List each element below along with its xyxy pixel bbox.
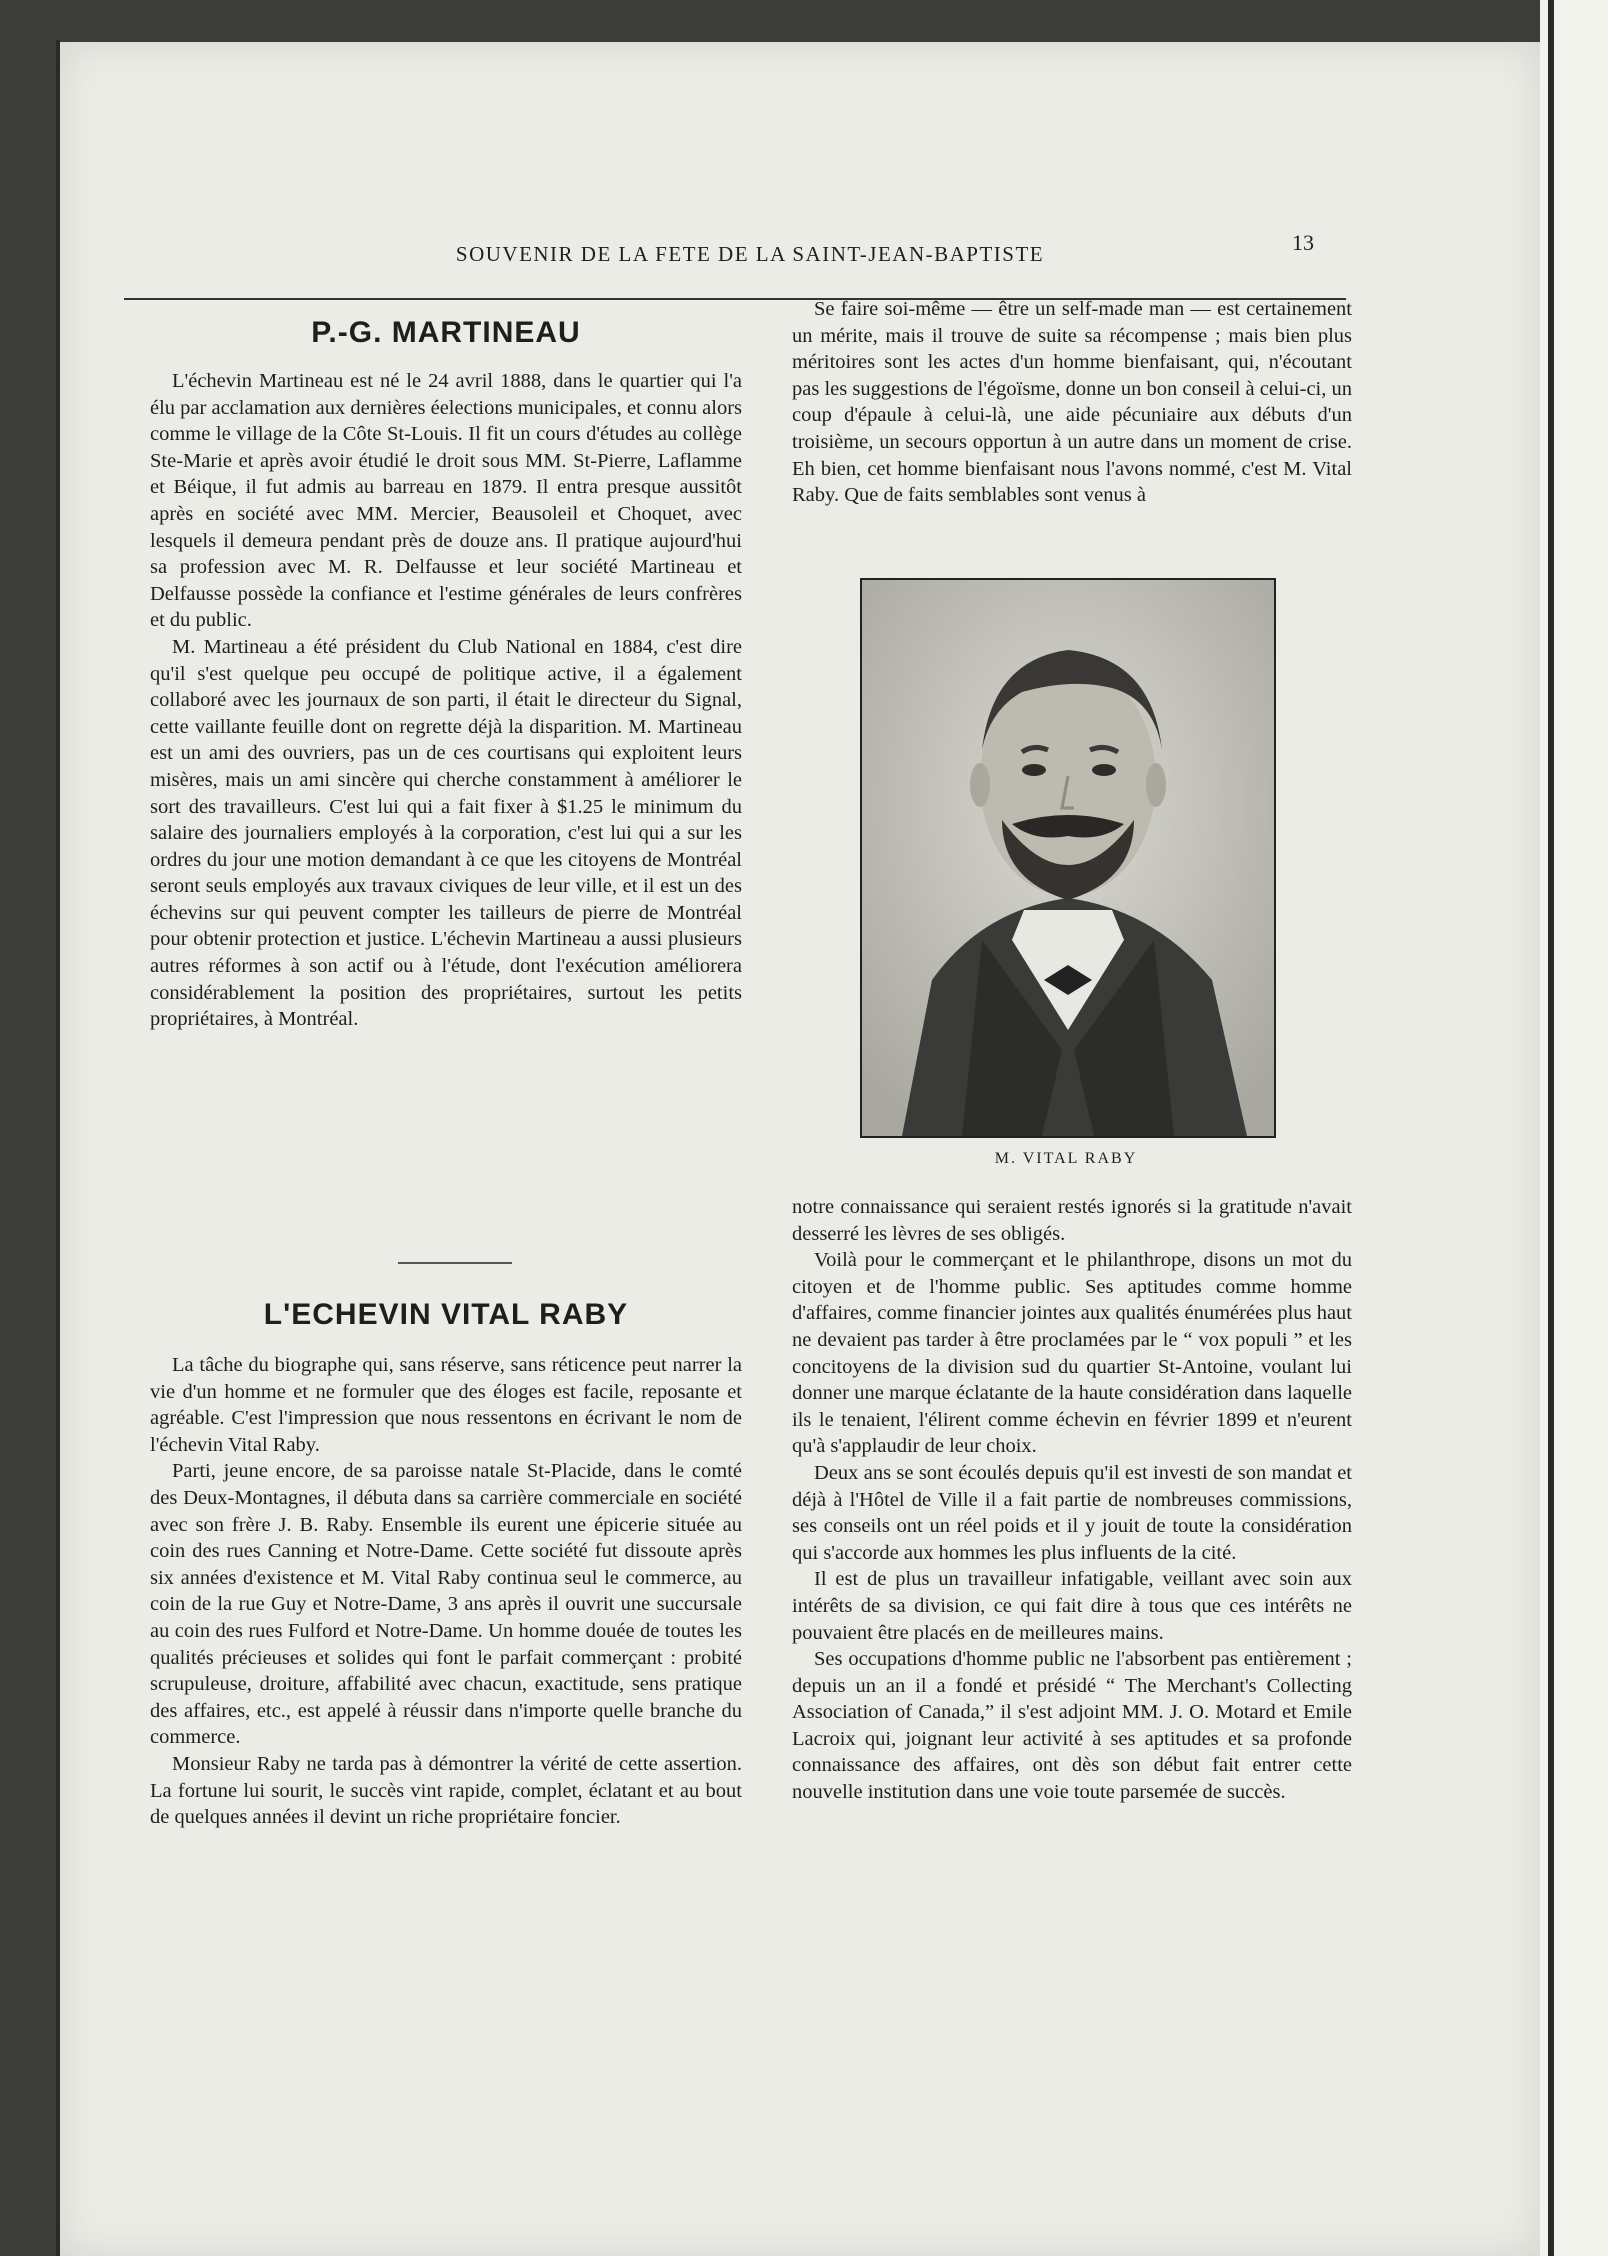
article-raby-body-right-bottom bbox=[792, 1194, 1352, 1806]
portrait-photo bbox=[860, 578, 1276, 1138]
page-number: 13 bbox=[1292, 230, 1314, 255]
paragraph: Voilà pour le commerçant et le philanthrope, disons un mot du citoyen et de l'homme public. Ses aptitudes comme homme d'affaires, comme financier jointes aux qualités énumérées plus haut ne devaient pas tarder à être proclamées par le “ vox populi ” et les concitoyens de la division sud du quartier St-Antoine, voulant lui donner une marque éclatante de la haute considération dans laquelle ils le tenaient, l'élirent comme échevin en février 1899 et n'eurent qu'à s'applaudir de leur choix. bbox=[792, 1249, 1352, 1458]
paragraph: Monsieur Raby ne tarda pas à démontrer la vérité de cette assertion. La fortune lui sourit, le succès vint rapide, complet, éclatant et au bout de quelques années il devint un riche propriétaire foncier. bbox=[150, 1752, 742, 1829]
portrait-illustration bbox=[862, 580, 1274, 1136]
article-martineau-body bbox=[150, 368, 742, 1033]
article-raby-body-left bbox=[150, 1352, 742, 1831]
paragraph: La tâche du biographe qui, sans réserve, sans réticence peut narrer la vie d'un homme et ne formuler que des éloges est facile, reposante et agréable. C'est l'impression que nous ressentons en écrivant le nom de l'échevin Vital Raby. bbox=[150, 1354, 742, 1456]
article-title-martineau: P.-G. MARTINEAU bbox=[311, 316, 581, 349]
paragraph: Il est de plus un travailleur infatigable, veillant avec soin aux intérêts de sa division, ce qui fait dire à tous que ces intérêts ne pouvaient être placés en de meilleures mains. bbox=[792, 1568, 1352, 1644]
article-title-raby: L'ECHEVIN VITAL RABY bbox=[263, 1298, 629, 1331]
scan-right-edge bbox=[1548, 0, 1554, 2256]
paragraph: M. Martineau a été président du Club National en 1884, c'est dire qu'il s'est quelque peu occupé de politique active, il a également collaboré avec les journaux de son parti, il était le directeur du Signal, cette vaillante feuille dont on regrette déjà la disparition. M. Martineau est un ami des ouvriers, pas un de ces courtisans qui exploitent leurs misères, mais un ami sincère qui cherche constamment à améliorer le sort des travailleurs. C'est lui qui a fait fixer à $1.25 le minimum du salaire des journaliers employés à la corporation, c'est lui qui a sur les ordres du jour une motion demandant à ce que les citoyens de Montréal seront seuls employés aux travaux civiques de leur ville, et il est un des échevins sur qui peuvent compter les tailleurs de pierre de Montréal pour obtenir protection et justice. L'échevin Martineau a aussi plusieurs autres réformes à son actif ou à l'étude, dont l'exécution améliorera considérablement la position des propriétaires, surtout les petits propriétaires, à Montréal. bbox=[150, 635, 742, 1031]
paragraph: notre connaissance qui seraient restés ignorés si la gratitude n'avait desserré les lèvres de ses obligés. bbox=[792, 1196, 1352, 1245]
running-head: SOUVENIR DE LA FETE DE LA SAINT-JEAN-BAPTISTE bbox=[455, 242, 1045, 266]
paragraph: Deux ans se sont écoulés depuis qu'il est investi de son mandat et déjà à l'Hôtel de Ville il a fait partie de nombreuses commissions, ses conseils ont un réel poids et il y jouit de toute la considération qui s'accorde aux hommes les plus influents de la cité. bbox=[792, 1461, 1352, 1564]
section-divider bbox=[398, 1262, 512, 1264]
portrait-caption: M. VITAL RABY bbox=[994, 1150, 1138, 1167]
paragraph: Ses occupations d'homme public ne l'absorbent pas entièrement ; depuis un an il a fondé et présidé “ The Merchant's Collecting Association of Canada,” il s'est adjoint MM. J. O. Motard et Emile Lacroix qui, joignant leur activité à ses aptitudes et sa profonde connaissance des affaires, ont dès son début fait entrer cette nouvelle institution dans une voie toute parsemée de succès. bbox=[792, 1648, 1352, 1804]
paragraph: Se faire soi-même — être un self-made man — est certainement un mérite, mais il trouve de suite sa récompense ; mais bien plus méritoires sont les actes d'un homme bienfaisant, qui, n'écoutant pas les suggestions de l'égoïsme, donne un bon conseil à celui-ci, un coup d'épaule à celui-là, une aide pécuniaire aux débuts d'un troisième, un secours opportun à un autre dans un moment de crise. Eh bien, cet homme bienfaisant nous l'avons nommé, c'est M. Vital Raby. Que de faits semblables sont venus à bbox=[792, 298, 1352, 507]
paragraph: Parti, jeune encore, de sa paroisse natale St-Placide, dans le comté des Deux-Montagnes, il débuta dans sa carrière commerciale en société avec son frère J. B. Raby. Ensemble ils eurent une épicerie située au coin des rues Canning et Notre-Dame. Cette société fut dissoute après six années d'existence et M. Vital Raby continua seul le commerce, au coin de la rue Guy et Notre-Dame, 3 ans après il ouvrit une succursale au coin des rues Fulford et Notre-Dame. Un homme douée de toutes les qualités précieuses et solides qui font le parfait commerçant : probité scrupuleuse, droiture, affabilité avec chacun, exactitude, sens pratique des affaires, etc., est appelé à réussir dans n'importe quelle branche du commerce. bbox=[150, 1460, 742, 1749]
paragraph: L'échevin Martineau est né le 24 avril 1888, dans le quartier qui l'a élu par acclamation aux dernières éelections municipales, et connu alors comme le village de la Côte St-Louis. Il fit un cours d'études au collège Ste-Marie et après avoir étudié le droit sous MM. St-Pierre, Laflamme et Béique, il fut admis au barreau en 1879. Il entra presque aussitôt après en société avec MM. Mercier, Beausoleil et Choquet, avec lesquels il demeura pendant près de douze ans. Il pratique aujourd'hui sa profession avec M. R. Delfausse et leur société Martineau et Delfausse possède la confiance et l'estime générales de leurs confrères et du public. bbox=[150, 370, 742, 632]
article-raby-body-right-top bbox=[792, 296, 1352, 509]
